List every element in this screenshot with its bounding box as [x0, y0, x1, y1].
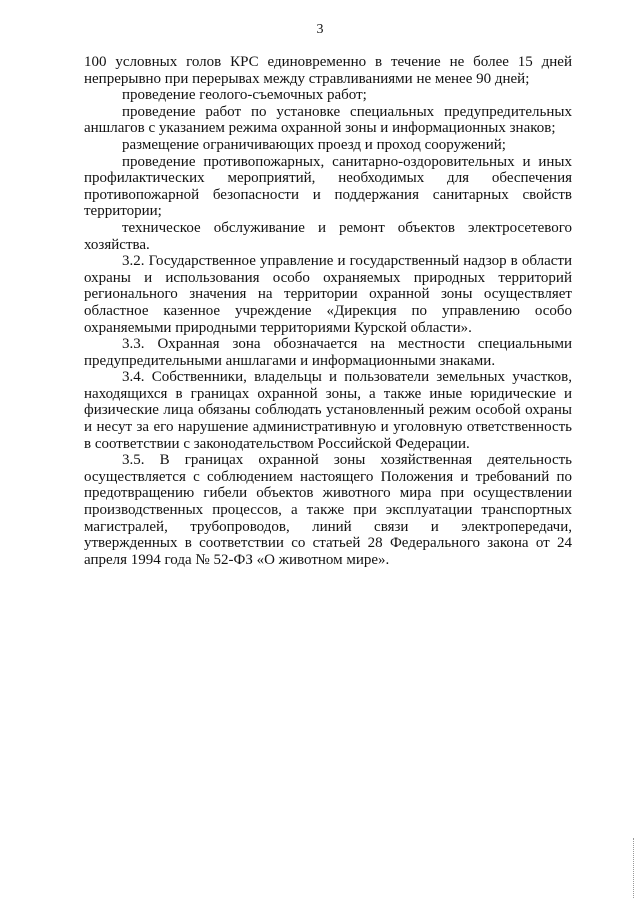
paragraph-3-3-zone-marking: 3.3. Охранная зона обозначается на местности специальными предупредительными аншлагами и информационными знаками.	[84, 336, 572, 369]
paragraph-3-5-economic-activity: 3.5. В границах охранной зоны хозяйственная деятельность осуществляется с соблюдением настоящего Положения и требований по предотвращению гибели объектов животного мира при осуществлении производственных процессов, а также при эксплуатации транспортных магистралей, трубопроводов, линий связи и электропередачи, утвержденных в соответствии со статьей 28 Федерального закона от 24 апреля 1994 года № 52-ФЗ «О животном мире».	[84, 452, 572, 568]
paragraph-3-2-state-management: 3.2. Государственное управление и государственный надзор в области охраны и использования особо охраняемых природных территорий регионального значения на территории охранной зоны осуществляет областное казенное учреждение «Дирекция по управлению особо охраняемыми природными территориями Курской области».	[84, 253, 572, 336]
scan-edge-mark	[633, 838, 636, 898]
paragraph-grazing-limit: 100 условных голов КРС единовременно в течение не более 15 дней непрерывно при перерывах между стравливаниями не менее 90 дней;	[84, 54, 572, 87]
paragraph-fire-prevention: проведение противопожарных, санитарно-оздоровительных и иных профилактических мероприятий, необходимых для обеспечения противопожарной безопасности и поддержания санитарных свойств территории;	[84, 153, 572, 220]
paragraph-3-4-owners-obligations: 3.4. Собственники, владельцы и пользователи земельных участков, находящихся в границах охранной зоны, а также иные юридические и физические лица обязаны соблюдать установленный режим особой охраны и несут за его нарушение административную и уголовную ответственность в соответствии с законодательством Российской Федерации.	[84, 369, 572, 452]
page-number: 3	[316, 22, 324, 37]
paragraph-power-grid-maintenance: техническое обслуживание и ремонт объектов электросетевого хозяйства.	[84, 219, 572, 253]
document-body	[84, 54, 572, 568]
paragraph-barrier-structures: размещение ограничивающих проезд и проход сооружений;	[122, 136, 506, 153]
paragraph-warning-signs: проведение работ по установке специальных предупредительных аншлагов с указанием режима охранной зоны и информационных знаков;	[84, 103, 572, 137]
paragraph-geological-survey: проведение геолого-съемочных работ;	[122, 87, 367, 104]
